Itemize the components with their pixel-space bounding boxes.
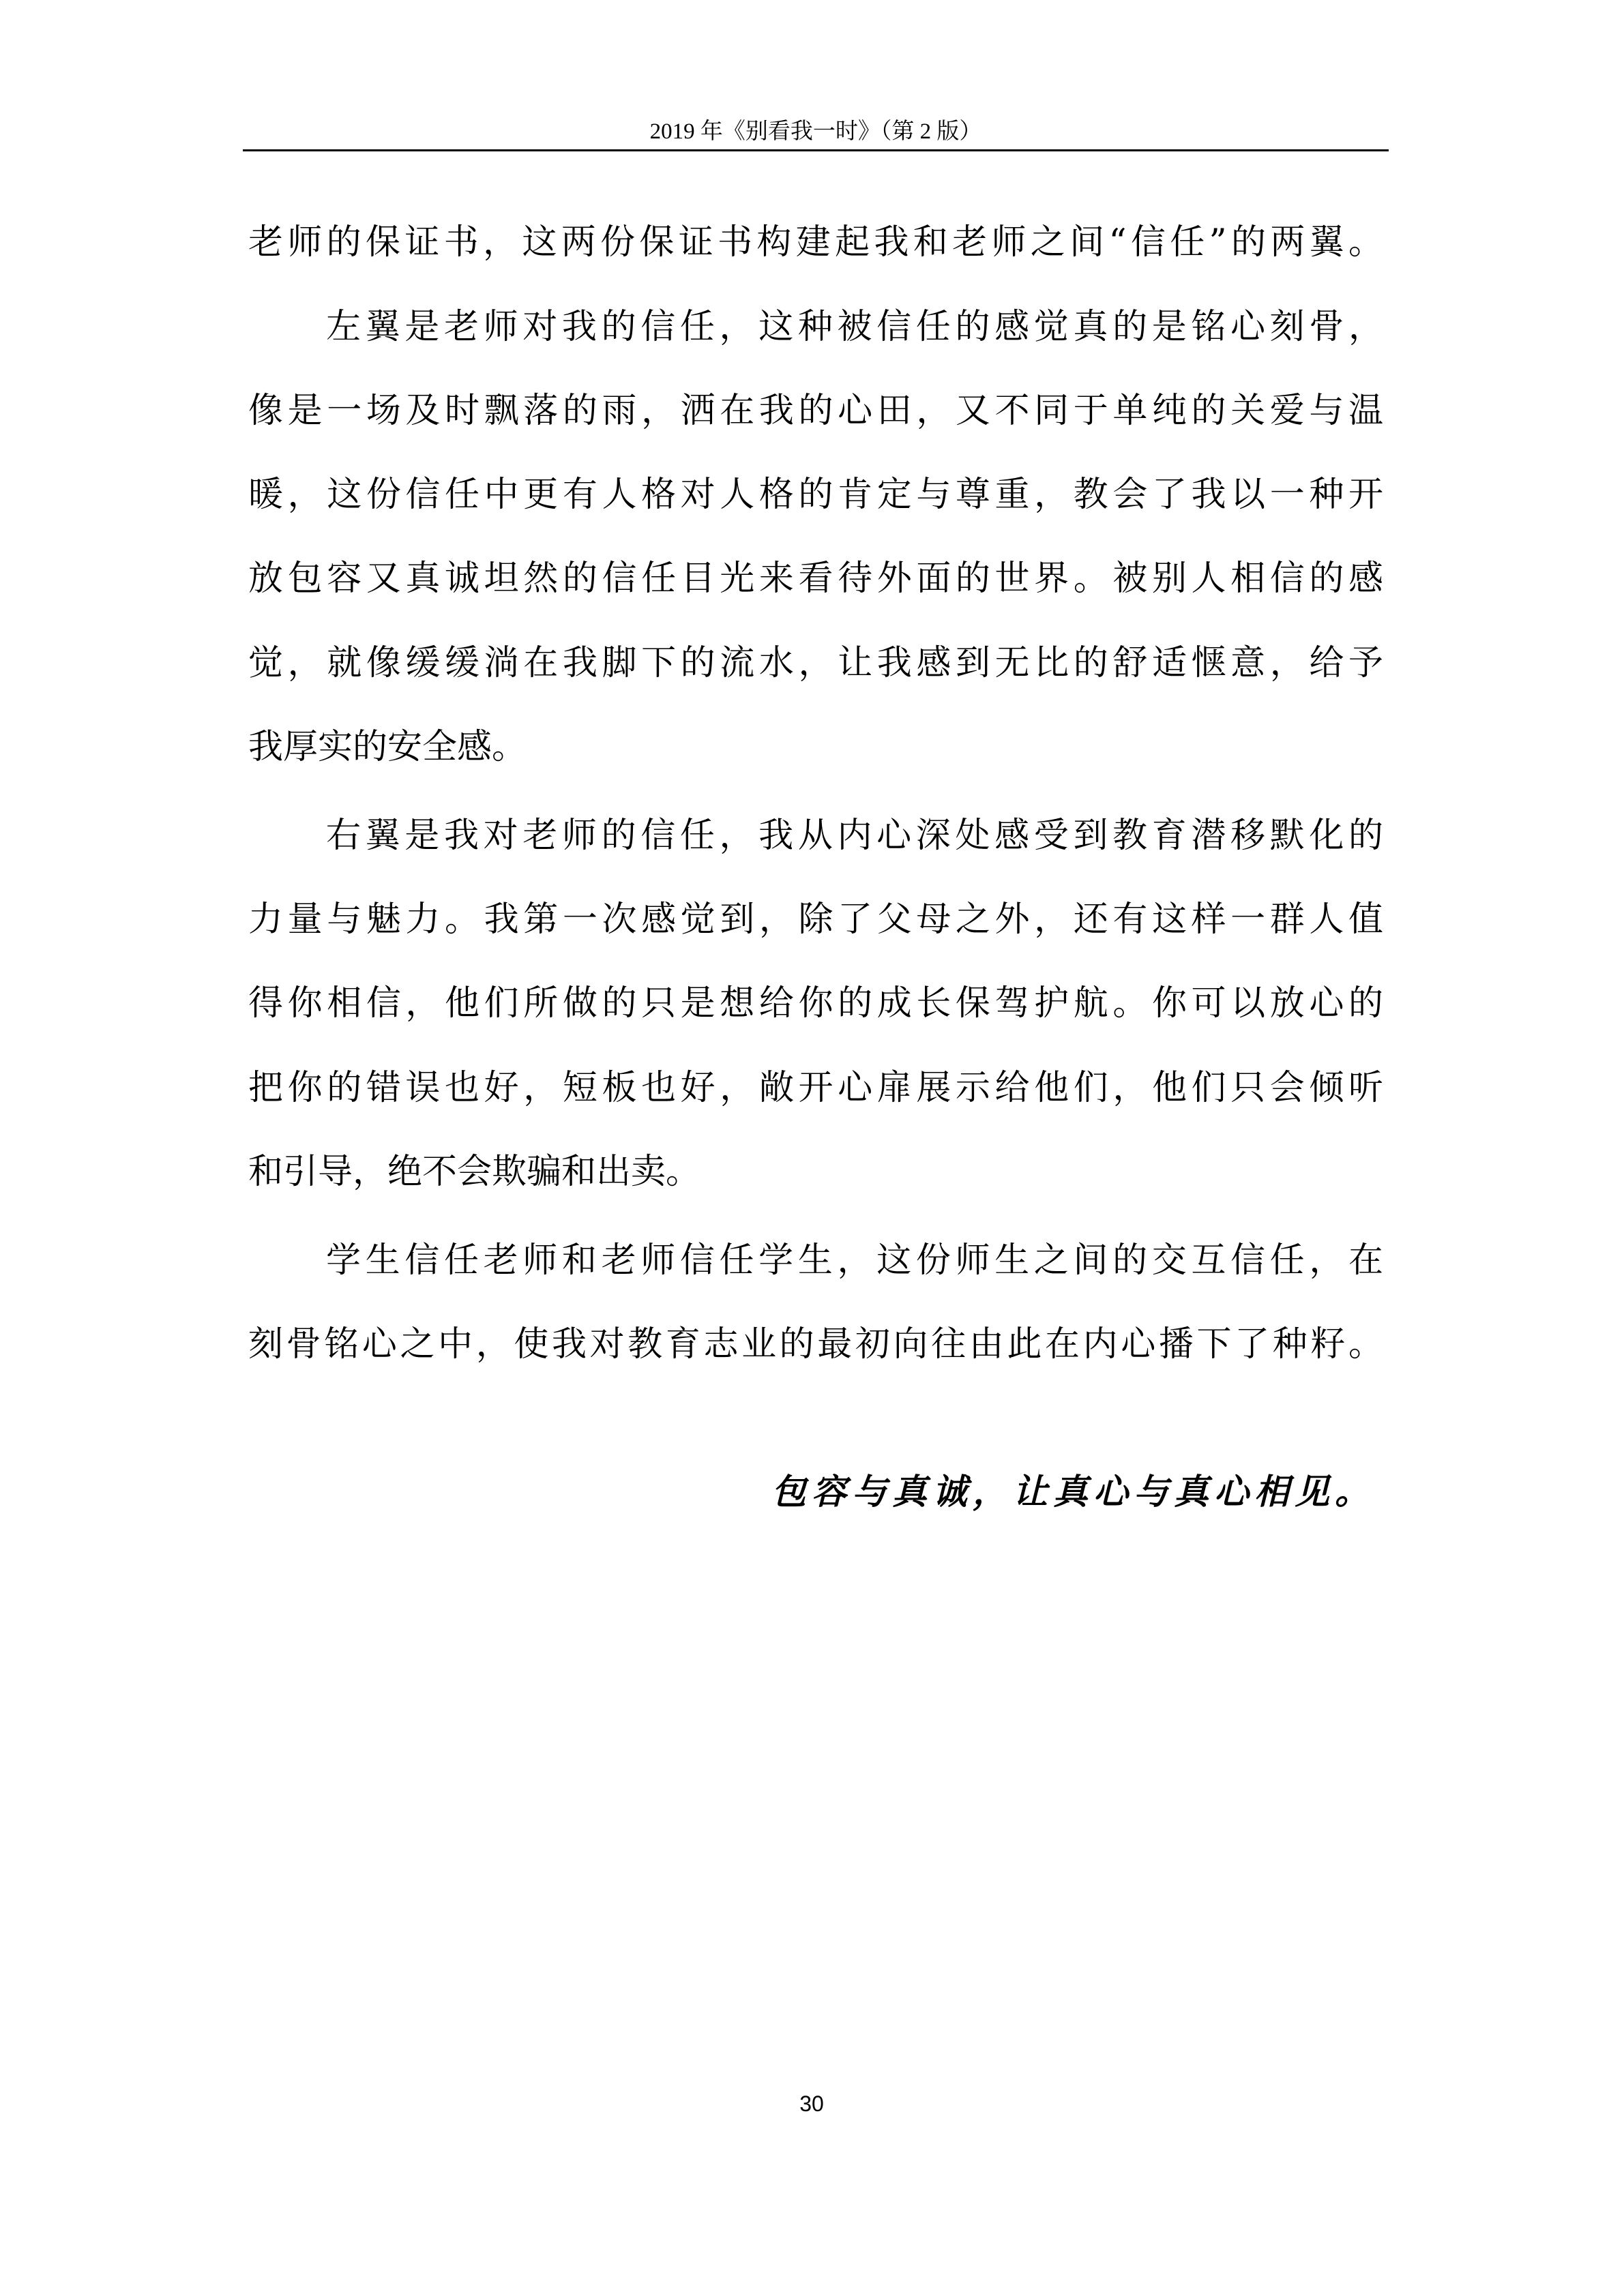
body-line: 暖，这份信任中更有人格对人格的肯定与尊重，教会了我以一种开 [248, 475, 1383, 515]
page-number: 30 [799, 2091, 824, 2116]
body-line: 放包容又真诚坦然的信任目光来看待外面的世界。被别人相信的感 [248, 558, 1383, 599]
body-line: 像是一场及时飘落的雨，洒在我的心田，又不同于单纯的关爱与温 [248, 391, 1383, 431]
body-line: 右翼是我对老师的信任，我从内心深处感受到教育潜移默化的 [326, 816, 1383, 856]
body-line: 学生信任老师和老师信任学生，这份师生之间的交互信任，在 [326, 1240, 1383, 1281]
body-line: 和引导，绝不会欺骗和出卖。 [248, 1152, 701, 1192]
body-line: 把你的错误也好，短板也好，敞开心扉展示给他们，他们只会倾听 [248, 1068, 1383, 1108]
body-line: 觉，就像缓缓淌在我脚下的流水，让我感到无比的舒适惬意，给予 [248, 643, 1383, 683]
body-line: 刻骨铭心之中，使我对教育志业的最初向往由此在内心播下了种籽。 [248, 1324, 1383, 1365]
header-rule [243, 149, 1389, 151]
body-line: 力量与魅力。我第一次感觉到，除了父母之外，还有这样一群人值 [248, 899, 1383, 940]
running-header: 2019 年《别看我一时》（第 2 版） [649, 119, 982, 144]
closing-motto: 包容与真诚，让真心与真心相见。 [771, 1472, 1375, 1512]
body-line: 得你相信，他们所做的只是想给你的成长保驾护航。你可以放心的 [248, 983, 1383, 1024]
body-line: 我厚实的安全感。 [248, 727, 527, 767]
body-line: 左翼是老师对我的信任，这种被信任的感觉真的是铭心刻骨， [326, 307, 1383, 347]
body-line: 老师的保证书，这两份保证书构建起我和老师之间“信任”的两翼。 [248, 222, 1383, 263]
